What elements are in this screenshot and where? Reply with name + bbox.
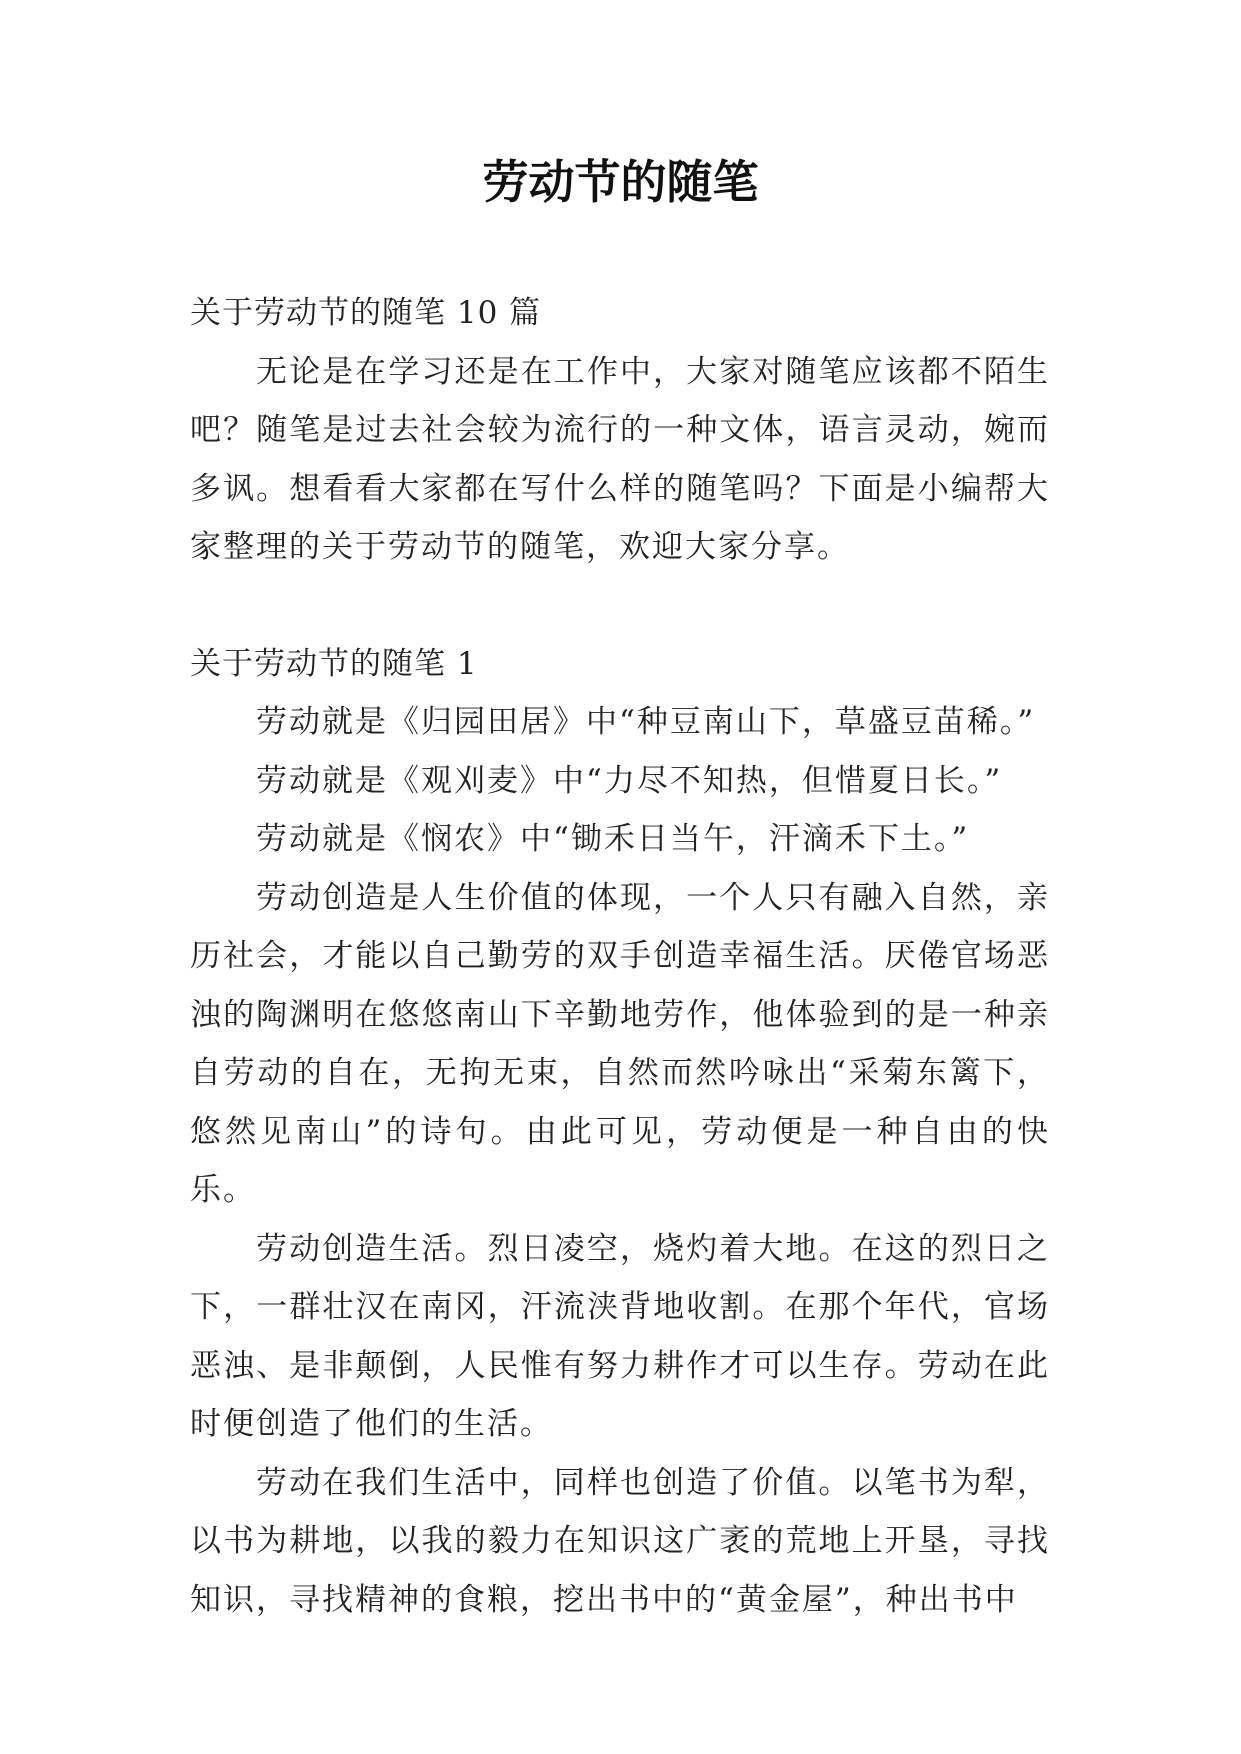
body-paragraph-3: 劳动就是《悯农》中“锄禾日当午，汗滴禾下土。”: [256, 821, 970, 857]
body-paragraph-4: 劳动创造是人生价值的体现，一个人只有融入自然，亲历社会，才能以自己勤劳的双手创造幸福生活。厌倦官场恶浊的陶渊明在悠悠南山下辛勤地劳作，他体验到的是一种亲自劳动的自在，无拘无束，自然而然吟咏出“采菊东篱下，悠然见南山”的诗句。由此可见，劳动便是一种自由的快乐。: [190, 879, 1050, 1208]
body-paragraph-5: 劳动创造生活。烈日凌空，烧灼着大地。在这的烈日之下，一群壮汉在南冈，汗流浃背地收割。在那个年代，官场恶浊、是非颠倒，人民惟有努力耕作才可以生存。劳动在此时便创造了他们的生活。: [190, 1230, 1050, 1442]
body-paragraph-6: 劳动在我们生活中，同样也创造了价值。以笔书为犁，以书为耕地，以我的毅力在知识这广袤的荒地上开垦，寻找知识，寻找精神的食粮，挖出书中的“黄金屋”，种出书中: [190, 1464, 1050, 1618]
subtitle: 关于劳动节的随笔 10 篇: [190, 295, 542, 331]
body-paragraph-2: 劳动就是《观刈麦》中“力尽不知热，但惜夏日长。”: [256, 762, 1003, 799]
document-body: [190, 284, 1050, 1629]
document-title: 劳动节的随笔: [482, 155, 759, 209]
intro-paragraph: 无论是在学习还是在工作中，大家对随笔应该都不陌生吧？随笔是过去社会较为流行的一种文体，语言灵动，婉而多讽。想看看大家都在写什么样的随笔吗？下面是小编帮大家整理的关于劳动节的随笔，欢迎大家分享。: [190, 353, 1050, 565]
body-paragraph-1: 劳动就是《归园田居》中“种豆南山下，草盛豆苗稀。”: [256, 704, 1036, 740]
section-heading: 关于劳动节的随笔 1: [190, 645, 478, 682]
